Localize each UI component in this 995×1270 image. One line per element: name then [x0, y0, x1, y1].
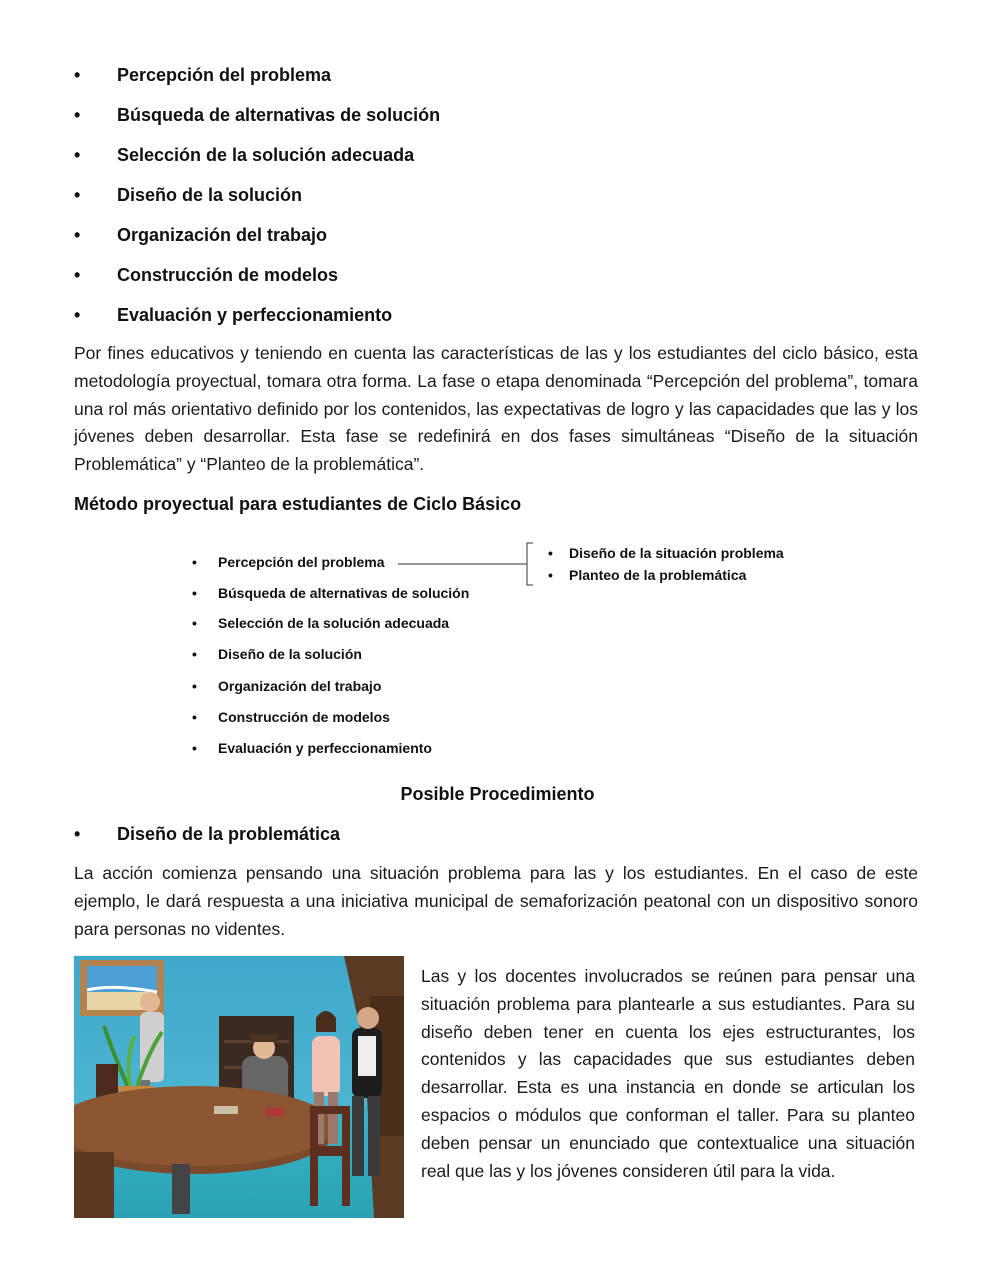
bullet-marker: •: [192, 585, 197, 601]
meeting-room-illustration: [74, 956, 404, 1218]
bullet-marker: •: [548, 545, 553, 561]
bullet-marker: •: [74, 145, 81, 165]
bullet-marker: •: [192, 740, 197, 756]
diagram-connector: [395, 540, 535, 590]
side-paragraph: Las y los docentes involucrados se reúnen para pensar una situación problema para plantearle a sus estudiantes. Para su diseño deben tener en cuenta los ejes estructurantes, los contenidos y las capacidades que sus estudiantes deben desarrollar. Esta es una instancia en donde se articulan los espacios o módulos que conforman el taller. Para su planteo deben pensar un enunciado que contextualice una situación real que las y los jóvenes consideren útil para la vida.: [421, 966, 915, 1181]
method-heading: Método proyectual para estudiantes de Ciclo Básico: [74, 494, 522, 514]
bullet-marker: •: [74, 225, 81, 245]
bullet-marker: •: [192, 646, 197, 662]
bullet-marker: •: [74, 65, 81, 85]
bullet-marker: •: [74, 265, 81, 285]
bullet-marker: •: [192, 554, 197, 570]
bullet-marker: •: [74, 105, 81, 125]
bullet-marker: •: [192, 678, 197, 694]
bullet-marker: •: [74, 824, 81, 844]
procedure-heading: Posible Procedimiento: [400, 784, 595, 804]
bullet-marker: •: [192, 615, 197, 631]
intro-paragraph: Por fines educativos y teniendo en cuenta las características de las y los estudiantes del ciclo básico, esta metodología proyectual, tomara otra forma. La fase o etapa denominada “Percepción del problema”, tomara una rol más orientativo definido por los contenidos, las expectativas de logro y las capacidades que las y los jóvenes deben desarrollar. Esta fase se redefinirá en dos fases simultáneas “Diseño de la situación Problemática” y “Planteo de la problemática”.: [74, 343, 918, 475]
bullet-marker: •: [548, 567, 553, 583]
bullet-marker: •: [74, 185, 81, 205]
procedure-paragraph: La acción comienza pensando una situación problema para las y los estudiantes. En el caso de este ejemplo, le dará respuesta a una iniciativa municipal de semaforización peatonal con un dispositivo sonoro para personas no videntes.: [74, 863, 918, 939]
bullet-marker: •: [192, 709, 197, 725]
bullet-marker: •: [74, 305, 81, 325]
